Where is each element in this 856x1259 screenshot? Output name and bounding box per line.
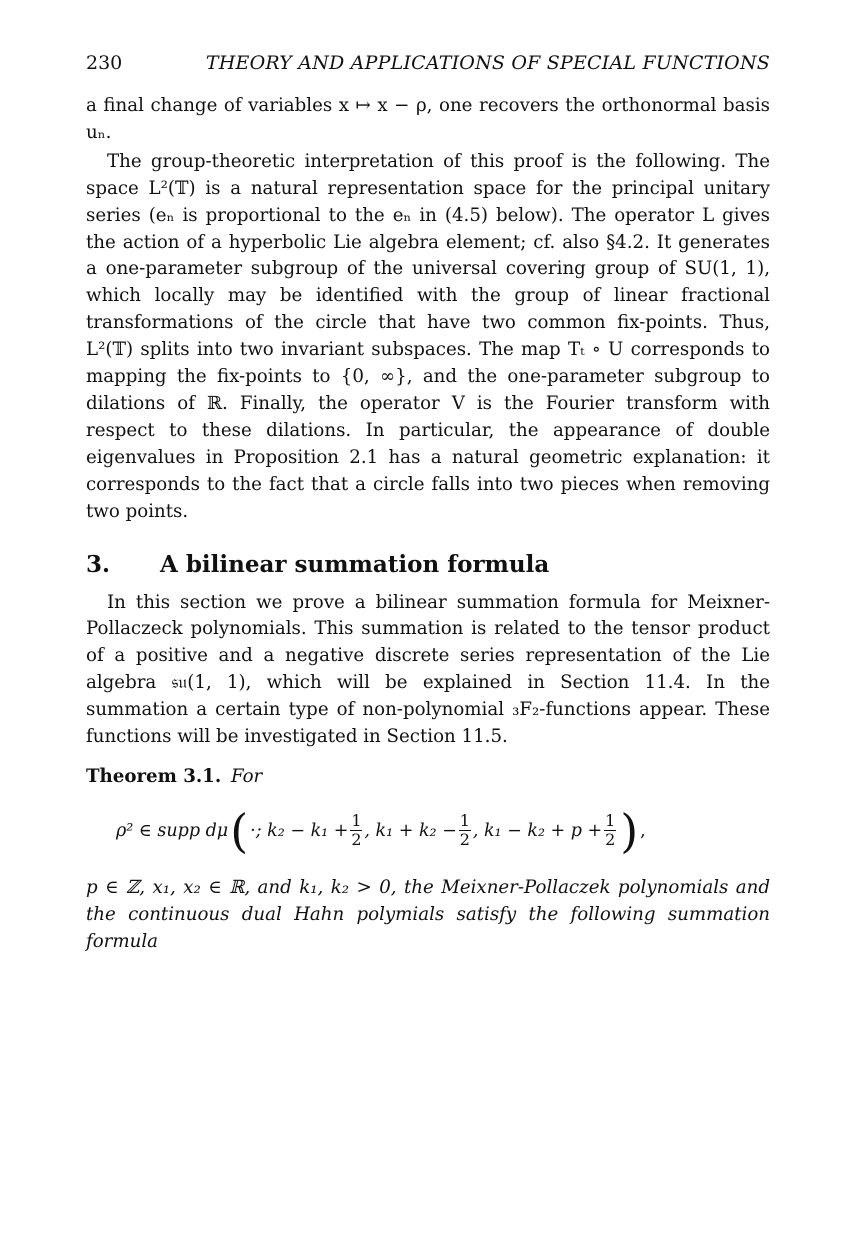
paragraph-interpretation: The group-theoretic interpretation of this proof is the following. The space L²(𝕋) is a natural representation space for the principal unitary series (eₙ is proportional to the eₙ in (4.5) below). The operator L gives the action of a hyperbolic Lie algebra element; cf. also §4.2. It generates a one-parameter subgroup of the universal covering group of SU(1, 1), which locally may be identified with the group of linear fractional transformations of the circle that have two common fix-points. Thus, L²(𝕋) splits into two invariant subspaces. The map Tₜ ∘ U corresponds to mapping the fix-points to {0, ∞}, and the one-parameter subgroup to dilations of ℝ. Finally, the operator V is the Fourier transform with respect to these dilations. In particular, the appearance of double eigenvalues in Proposition 2.1 has a natural geometric explanation: it corresponds to the fact that a circle falls into two pieces when removing two points. (86, 150, 770, 522)
running-title: THEORY AND APPLICATIONS OF SPECIAL FUNCTIONS (205, 52, 770, 74)
paragraph-continuation: a final change of variables x ↦ x − ρ, one recovers the orthonormal basis uₙ. (86, 95, 770, 143)
page-number: 230 (86, 52, 123, 74)
formula-seg3: , k₁ − k₂ + p + (472, 820, 603, 841)
page (86, 48, 770, 955)
fraction-half (350, 812, 362, 849)
fraction-denominator: 2 (459, 830, 470, 850)
fraction-numerator: 1 (351, 811, 362, 831)
section-intro: In this section we prove a bilinear summation formula for Meixner-Pollaczeck polynomials. This summation is related to the tensor product of a positive and a negative discrete series representation of the Lie algebra 𝔰𝔲(1, 1), which will be explained in Section 11.4. In the summation a certain type of non-polynomial ₃F₂-functions appear. These functions will be investigated in Section 11.5. (86, 591, 770, 748)
fraction-numerator: 1 (459, 811, 470, 831)
fraction-half (459, 812, 471, 849)
theorem-intro: For (230, 765, 263, 787)
left-paren: ( (230, 803, 249, 858)
section-title: A bilinear summation formula (160, 550, 550, 578)
formula-lhs: ρ² ∈ supp dμ (116, 820, 229, 841)
section-heading (86, 550, 770, 580)
fraction-numerator: 1 (605, 811, 616, 831)
fraction-denominator: 2 (605, 830, 616, 850)
theorem-label: Theorem 3.1. (86, 765, 222, 787)
theorem-body: p ∈ ℤ, x₁, x₂ ∈ ℝ, and k₁, k₂ > 0, the Meixner-Pollaczek polynomials and the continuous dual Hahn polymials satisfy the following summation formula (86, 876, 770, 952)
fraction-half (604, 812, 616, 849)
running-head (86, 48, 770, 78)
theorem-heading (86, 763, 770, 790)
display-formula (86, 800, 770, 862)
right-paren: ) (620, 803, 639, 858)
formula-tail: , (640, 820, 646, 841)
formula-row (116, 800, 646, 862)
fraction-denominator: 2 (351, 830, 362, 850)
section-number: 3. (86, 550, 111, 578)
formula-seg2: , k₁ + k₂ − (364, 820, 457, 841)
formula-seg1: ·; k₂ − k₁ + (250, 820, 349, 841)
